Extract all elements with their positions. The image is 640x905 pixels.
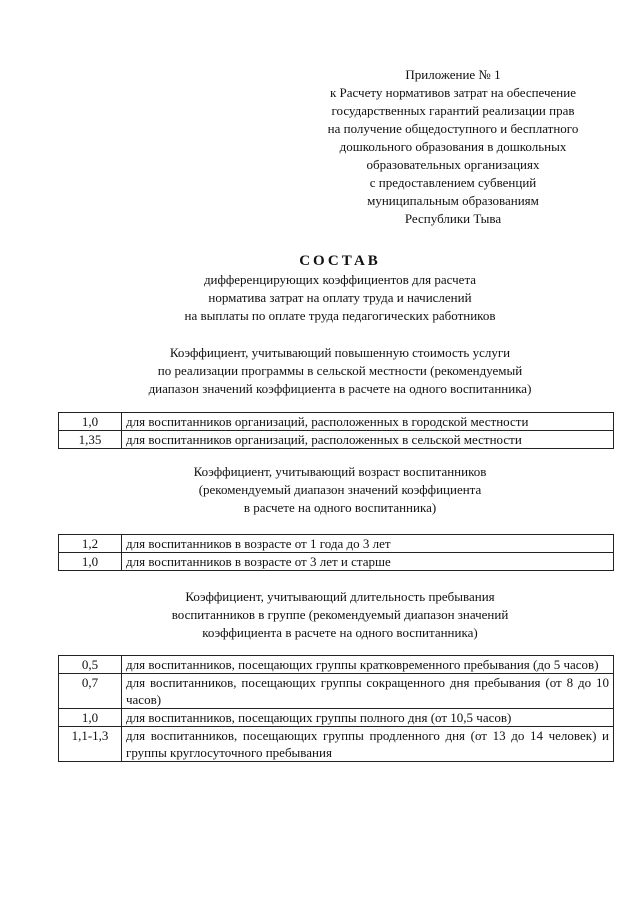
section-heading-age: [60, 463, 620, 517]
document-title-block: [60, 252, 620, 325]
table-row: [59, 674, 614, 709]
coefficient-table-age: [58, 534, 614, 571]
coefficient-value: 1,0: [59, 709, 122, 727]
coefficient-value: 0,5: [59, 656, 122, 674]
coefficient-description: для воспитанников в возрасте от 3 лет и старше: [122, 553, 614, 571]
coefficient-description: для воспитанников, посещающих группы полного дня (от 10,5 часов): [122, 709, 614, 727]
section-heading-line: Коэффициент, учитывающий длительность пребывания: [185, 589, 495, 604]
appendix-line: Республики Тыва: [404, 211, 502, 226]
table-row: [59, 727, 614, 762]
section-heading-duration: [60, 588, 620, 642]
appendix-header: [308, 66, 598, 228]
coefficient-value: 1,1-1,3: [59, 727, 122, 762]
appendix-line: государственных гарантий реализации прав: [331, 103, 575, 118]
document-subtitle-line: норматива затрат на оплату труда и начислений: [208, 290, 472, 305]
document-subtitle-line: на выплаты по оплате труда педагогических работников: [184, 308, 496, 323]
coefficient-table-rural: [58, 412, 614, 449]
table-row: [59, 413, 614, 431]
appendix-line: дошкольного образования в дошкольных: [339, 139, 567, 154]
coefficient-description: для воспитанников, посещающих группы кратковременного пребывания (до 5 часов): [122, 656, 614, 674]
section-heading-line: Коэффициент, учитывающий возраст воспитанников: [193, 464, 487, 479]
table-row: [59, 709, 614, 727]
coefficient-value: 0,7: [59, 674, 122, 709]
coefficient-description: для воспитанников, посещающих группы сокращенного дня пребывания (от 8 до 10 часов): [122, 674, 614, 709]
section-heading-line: (рекомендуемый диапазон значений коэффициента: [198, 482, 482, 497]
coefficient-value: 1,2: [59, 535, 122, 553]
appendix-line: к Расчету нормативов затрат на обеспечение: [329, 85, 576, 100]
coefficient-description: для воспитанников в возрасте от 1 года до 3 лет: [122, 535, 614, 553]
table-row: [59, 656, 614, 674]
section-heading-line: коэффициента в расчете на одного воспитанника): [202, 625, 478, 640]
table-row: [59, 535, 614, 553]
coefficient-value: 1,0: [59, 413, 122, 431]
table-row: [59, 431, 614, 449]
section-heading-rural: [60, 344, 620, 398]
section-heading-line: в расчете на одного воспитанника): [243, 500, 437, 515]
coefficient-table-duration: [58, 655, 614, 762]
document-subtitle-line: дифференцирующих коэффициентов для расчета: [203, 272, 477, 287]
coefficient-description: для воспитанников организаций, расположенных в сельской местности: [122, 431, 614, 449]
coefficient-value: 1,0: [59, 553, 122, 571]
coefficient-value: 1,35: [59, 431, 122, 449]
section-heading-line: диапазон значений коэффициента в расчете на одного воспитанника): [148, 381, 532, 396]
coefficient-description: для воспитанников организаций, расположенных в городской местности: [122, 413, 614, 431]
appendix-line: Приложение № 1: [405, 67, 501, 82]
appendix-line: муниципальным образованиям: [367, 193, 539, 208]
section-heading-line: воспитанников в группе (рекомендуемый диапазон значений: [171, 607, 509, 622]
appendix-line: образовательных организациях: [366, 157, 540, 172]
document-title: СОСТАВ: [299, 253, 381, 269]
appendix-line: на получение общедоступного и бесплатного: [327, 121, 579, 136]
table-row: [59, 553, 614, 571]
coefficient-description: для воспитанников, посещающих группы продленного дня (от 13 до 14 человек) и группы круглосуточного пребывания: [122, 727, 614, 762]
section-heading-line: по реализации программы в сельской местности (рекомендуемый: [157, 363, 523, 378]
appendix-line: с предоставлением субвенций: [369, 175, 537, 190]
section-heading-line: Коэффициент, учитывающий повышенную стоимость услуги: [169, 345, 511, 360]
